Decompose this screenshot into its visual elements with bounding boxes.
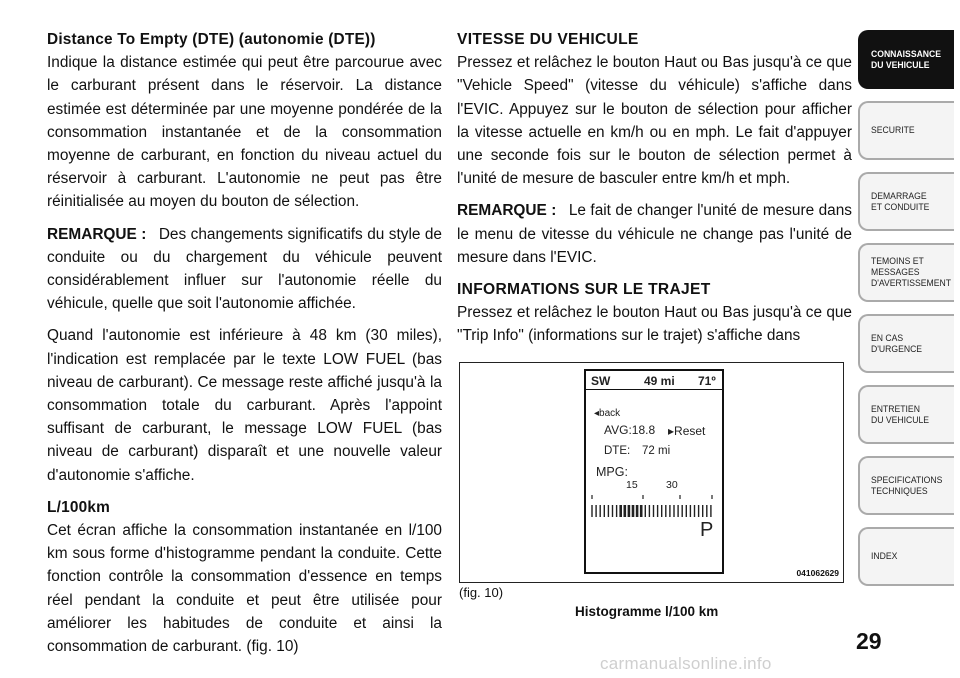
compass-readout: SW <box>591 374 611 388</box>
sidebar-tab-label: DEMARRAGE ET CONDUITE <box>871 190 930 213</box>
evic-figure <box>459 362 844 583</box>
sidebar-tab-label: EN CAS D'URGENCE <box>871 332 923 355</box>
mpg-histogram <box>586 483 721 523</box>
figure-caption: Histogramme l/100 km <box>575 604 719 619</box>
sidebar-tab-label: ENTRETIEN DU VEHICULE <box>871 403 930 426</box>
note-paragraph <box>47 223 442 316</box>
evic-screen <box>584 369 724 574</box>
note-text: Des changements significatifs du style de conduite ou du chargement du véhicule peuvent considérablement influer sur l'autonomie réelle du véhicule, quelle que soit l'autonomie affichée. <box>47 225 442 313</box>
dte-label: DTE: <box>604 445 631 457</box>
trip-info-paragraph: Pressez et relâchez le bouton Haut ou Bas jusqu'à ce que "Trip Info" (informations sur le trajet) s'affiche dans <box>457 304 852 345</box>
note-label: REMARQUE : <box>457 202 557 220</box>
l100-paragraph: Cet écran affiche la consommation instantanée en l/100 km sous forme d'histogramme pendant la conduite. Cette fonction contrôle la consommation d'essence en temps réel pendant la conduite et peut être utilisée pour améliorer les habitudes de conduite et ainsi la consommation de carburant. (fig. 10) <box>47 522 442 656</box>
note-text: Le fait de changer l'unité de mesure dans le menu de vitesse du véhicule ne change pas l'unité de mesure dans l'EVIC. <box>457 202 852 266</box>
sidebar-tab-label: SECURITE <box>871 125 915 136</box>
figure-label: (fig. 10) <box>459 585 504 600</box>
speed-note-paragraph <box>457 199 852 269</box>
low-fuel-paragraph: Quand l'autonomie est inférieure à 48 km (30 miles), l'indication est remplacée par le texte LOW FUEL (bas niveau de carburant). Ce message reste affiché jusqu'à la consommation totale du carburant. Après l'appoint suffisant de carburant, le message LOW FUEL (bas niveau de carburant) disparaît et une nouvelle valeur d'autonomie s'affiche. <box>47 327 442 484</box>
tick-label-30: 30 <box>666 479 678 491</box>
tick-label-15: 15 <box>626 479 638 491</box>
watermark: carmanualsonline.info <box>600 654 772 673</box>
sidebar-tab-label: INDEX <box>871 551 898 562</box>
sidebar-tab-label: SPECIFICATIONS TECHNIQUES <box>871 474 943 497</box>
figure-code: 041062629 <box>796 568 839 578</box>
trip-info-heading: INFORMATIONS SUR LE TRAJET <box>457 281 711 299</box>
back-option: ◂back <box>594 408 621 419</box>
right-column <box>457 28 852 357</box>
sidebar-tab-label: TEMOINS ET MESSAGES D'AVERTISSEMENT <box>871 256 952 289</box>
sidebar-tab[interactable] <box>858 314 954 373</box>
sidebar-tab-label: CONNAISSANCE DU VEHICULE <box>871 48 942 71</box>
sidebar-tab[interactable] <box>858 30 954 89</box>
temperature-readout: 71º <box>698 374 716 388</box>
dte-paragraph: Indique la distance estimée qui peut être parcourue avec le carburant présent dans le réservoir. La distance estimée est déterminée par une moyenne pondérée de la consommation instantanée et de la consommation moyenne de carburant, en fonction du niveau actuel du réservoir à carburant. L'autonomie ne peut pas être réinitialisée au moyen du bouton de sélection. <box>47 54 442 211</box>
range-readout: 49 mi <box>644 374 675 388</box>
avg-readout: AVG:18.8 <box>604 423 656 437</box>
chapter-sidebar <box>858 30 954 598</box>
note-label: REMARQUE : <box>47 225 147 243</box>
left-column <box>47 28 442 667</box>
dte-value: 72 mi <box>642 445 671 457</box>
reset-option: ▸Reset <box>668 424 706 438</box>
sidebar-tab[interactable] <box>858 456 954 515</box>
gear-indicator: P <box>700 519 714 541</box>
vehicle-speed-paragraph: Pressez et relâchez le bouton Haut ou Bas jusqu'à ce que "Vehicle Speed" (vitesse du véhicule) s'affiche dans l'EVIC. Appuyez sur le bouton de sélection pour afficher la vitesse actuelle en km/h ou en mph. Le fait d'appuyer une seconde fois sur le bouton de sélection permet à l'unité de mesure de basculer entre km/h et mph. <box>457 54 852 188</box>
page-number: 29 <box>856 628 882 654</box>
vehicle-speed-heading: VITESSE DU VEHICULE <box>457 31 639 48</box>
sidebar-tab[interactable] <box>858 101 954 160</box>
sidebar-tab[interactable] <box>858 243 954 302</box>
sidebar-tab[interactable] <box>858 527 954 586</box>
mpg-label: MPG: <box>596 465 628 479</box>
l100-heading: L/100km <box>47 498 111 516</box>
dte-heading: Distance To Empty (DTE) (autonomie (DTE)) <box>47 31 376 48</box>
sidebar-tab[interactable] <box>858 172 954 231</box>
sidebar-tab[interactable] <box>858 385 954 444</box>
evic-header <box>586 371 722 390</box>
